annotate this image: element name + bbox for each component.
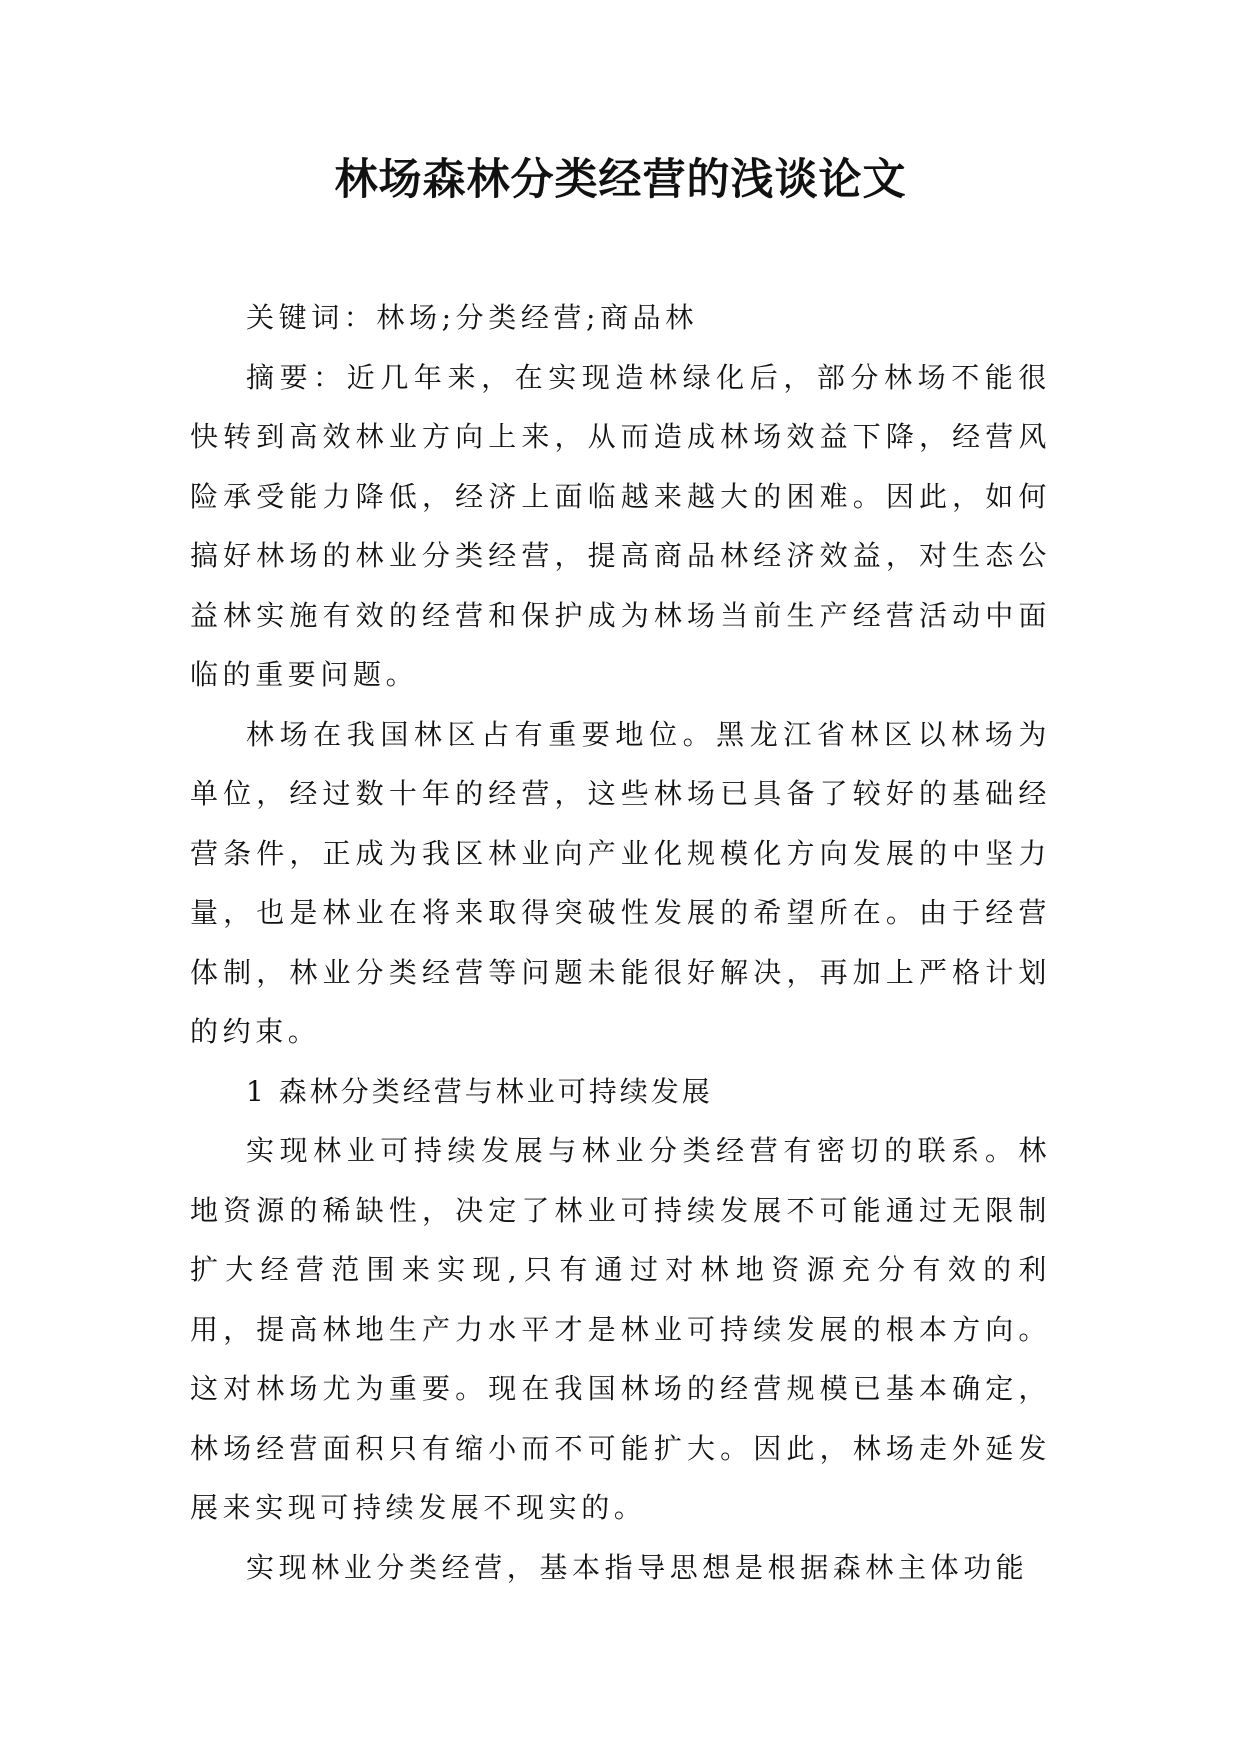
abstract-paragraph: 摘要：近几年来，在实现造林绿化后，部分林场不能很快转到高效林业方向上来，从而造成林场效益下降，经营风险承受能力降低，经济上面临越来越大的困难。因此，如何搞好林场的林业分类经营，提高商品林经济效益，对生态公益林实施有效的经营和保护成为林场当前生产经营活动中面临的重要问题。 (190, 360, 1051, 691)
body-paragraph: 林场在我国林区占有重要地位。黑龙江省林区以林场为单位，经过数十年的经营，这些林场已具备了较好的基础经营条件，正成为我区林业向产业化规模化方向发展的中坚力量，也是林业在将来取得突破性发展的希望所在。由于经营体制，林业分类经营等问题未能很好解决，再加上严格计划的约束。 (190, 717, 1051, 1048)
body-paragraph: 实现林业分类经营，基本指导思想是根据森林主体功能 (246, 1550, 1029, 1584)
section-heading: 1 森林分类经营与林业可持续发展 (246, 1074, 713, 1108)
document-title: 林场森林分类经营的浅谈论文 (334, 155, 907, 205)
keywords-line: 关键词：林场;分类经营;商品林 (246, 301, 698, 334)
document-body (190, 288, 1051, 1597)
body-paragraph: 实现林业可持续发展与林业分类经营有密切的联系。林地资源的稀缺性，决定了林业可持续发展不可能通过无限制扩大经营范围来实现,只有通过对林地资源充分有效的利用，提高林地生产力水平才是林业可持续发展的根本方向。这对林场尤为重要。现在我国林场的经营规模已基本确定，林场经营面积只有缩小而不可能扩大。因此，林场走外延发展来实现可持续发展不现实的。 (190, 1134, 1051, 1524)
